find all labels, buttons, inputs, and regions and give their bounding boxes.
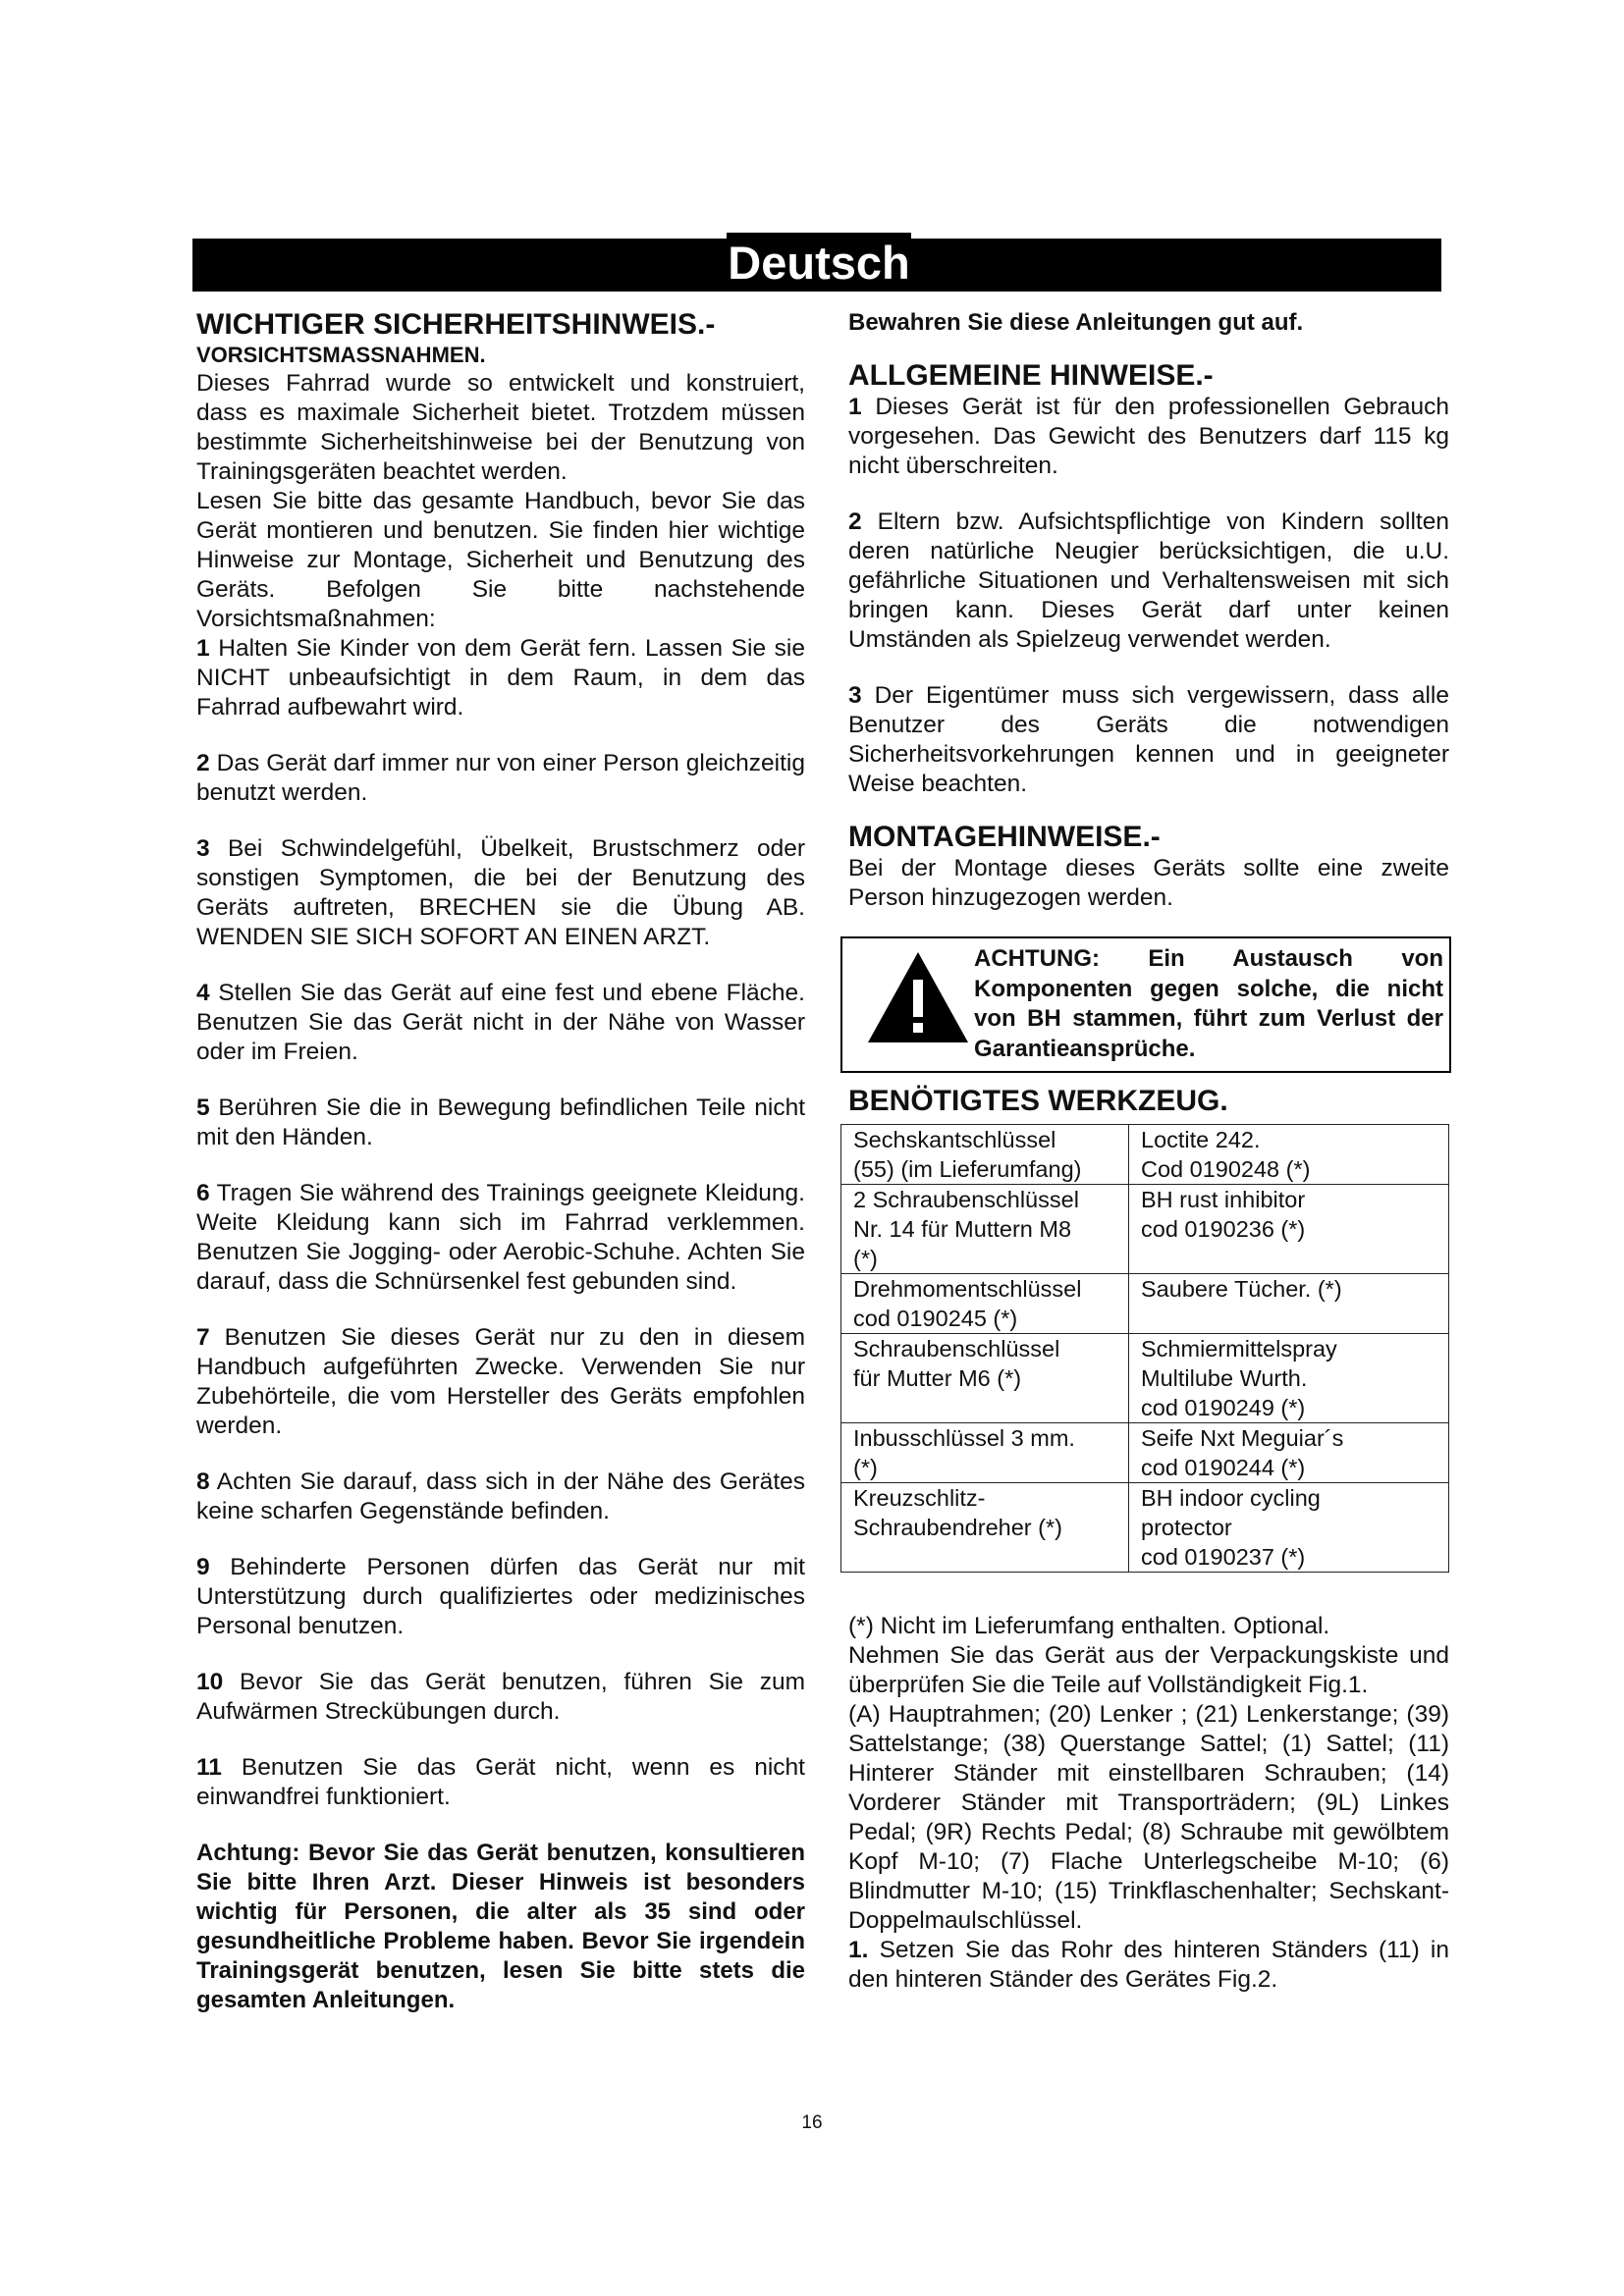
page-number: 16: [801, 2112, 823, 2133]
general-heading: ALLGEMEINE HINWEISE.-: [848, 359, 1214, 392]
safety-item: 8 Achten Sie darauf, dass sich in der Nähe des Gerätes keine scharfen Gegenstände befinden.: [196, 1468, 805, 1524]
table-row: [841, 1125, 1449, 1185]
safety-heading: WICHTIGER SICHERHEITSHINWEIS.-: [196, 308, 716, 341]
tools-heading: BENÖTIGTES WERKZEUG.: [848, 1085, 1228, 1117]
doctor-warning: Achtung: Bevor Sie das Gerät benutzen, konsultieren Sie bitte Ihren Arzt. Dieser Hinweis ist besonders wichtig für Personen, die alter als 35 sind oder gesundheitliche Probleme haben. Bevor Sie irgendein Trainingsgerät benutzen, lesen Sie bitte stets die gesamten Anleitungen.: [196, 1840, 805, 2013]
tool-cell: Schmiermittelspray Multilube Wurth. cod 0190249 (*): [1129, 1334, 1449, 1423]
tool-cell: Sechskantschlüssel (55) (im Lieferumfang): [841, 1125, 1129, 1185]
table-row: [841, 1185, 1449, 1274]
safety-item: 4 Stellen Sie das Gerät auf eine fest und ebene Fläche. Benutzen Sie das Gerät nicht in der Nähe von Wasser oder im Freien.: [196, 980, 805, 1065]
tool-cell: BH rust inhibitor cod 0190236 (*): [1129, 1185, 1449, 1274]
safety-item: 11 Benutzen Sie das Gerät nicht, wenn es nicht einwandfrei funktioniert.: [196, 1754, 805, 1810]
warning-triangle-icon: [864, 948, 972, 1046]
table-row: [841, 1423, 1449, 1483]
assembly-text: Bei der Montage dieses Geräts sollte eine zweite Person hinzugezogen werden.: [848, 855, 1449, 911]
right-column: [848, 308, 1449, 1995]
safety-item: 7 Benutzen Sie dieses Gerät nur zu den in diesem Handbuch aufgeführten Zwecke. Verwenden Sie nur Zubehörteile, die vom Hersteller des Geräts empfohlen werden.: [196, 1324, 805, 1439]
step-1: 1. Setzen Sie das Rohr des hinteren Ständers (11) in den hinteren Ständer des Gerätes Fig.2.: [848, 1937, 1449, 1993]
table-row: [841, 1483, 1449, 1573]
table-row: [841, 1334, 1449, 1423]
caution-text: ACHTUNG: Ein Austausch von Komponenten gegen solche, die nicht von BH stammen, führt zum Verlust der Garantieansprüche.: [974, 945, 1443, 1062]
safety-item: 1 Halten Sie Kinder von dem Gerät fern. Lassen Sie sie NICHT unbeaufsichtigt in dem Raum, in dem das Fahrrad aufbewahrt wird.: [196, 635, 805, 721]
safety-item: 10 Bevor Sie das Gerät benutzen, führen Sie zum Aufwärmen Streckübungen durch.: [196, 1669, 805, 1725]
general-item: 1 Dieses Gerät ist für den professionellen Gebrauch vorgesehen. Das Gewicht des Benutzers darf 115 kg nicht überschreiten.: [848, 394, 1449, 479]
tool-cell: Saubere Tücher. (*): [1129, 1274, 1449, 1334]
assembly-heading: MONTAGEHINWEISE.-: [848, 821, 1161, 853]
parts-list: (A) Hauptrahmen; (20) Lenker ; (21) Lenkerstange; (39) Sattelstange; (38) Querstange Sattel; (1) Sattel; (11) Hinterer Ständer mit einstellbaren Schrauben; (14) Vorderer Ständer mit Transporträdern; (9L) Linkes Pedal; (9R) Rechts Pedal; (8) Schraube mit gewölbtem Kopf M-10; (7) Flache Unterlegscheibe M-10; (6) Blindmutter M-10; (15) Trinkflaschenhalter; Sechskant-Doppelmaulschlüssel.: [848, 1701, 1449, 1934]
tool-cell: Seife Nxt Meguiar´s cod 0190244 (*): [1129, 1423, 1449, 1483]
keep-instructions-note: Bewahren Sie diese Anleitungen gut auf.: [848, 309, 1304, 336]
left-column: [196, 308, 805, 2015]
table-row: [841, 1274, 1449, 1334]
tool-cell: Loctite 242. Cod 0190248 (*): [1129, 1125, 1449, 1185]
safety-item: 2 Das Gerät darf immer nur von einer Person gleichzeitig benutzt werden.: [196, 750, 805, 806]
precautions-subheading: VORSICHTSMASSNAHMEN.: [196, 343, 486, 367]
intro-paragraph: Dieses Fahrrad wurde so entwickelt und konstruiert, dass es maximale Sicherheit bietet. Trotzdem müssen bestimmte Sicherheitshinweise bei der Benutzung von Trainingsgeräten beachtet werden.: [196, 370, 805, 485]
tool-cell: Inbusschlüssel 3 mm. (*): [841, 1423, 1129, 1483]
intro-paragraph-2: Lesen Sie bitte das gesamte Handbuch, bevor Sie das Gerät montieren und benutzen. Sie finden hier wichtige Hinweise zur Montage, Sicherheit und Benutzung des Geräts. Befolgen Sie bitte nachstehende Vorsichtsmaßnahmen:: [196, 488, 805, 632]
optional-note: (*) Nicht im Lieferumfang enthalten. Optional.: [848, 1613, 1330, 1639]
safety-item: 6 Tragen Sie während des Trainings geeignete Kleidung. Weite Kleidung kann sich im Fahrrad verklemmen. Benutzen Sie Jogging- oder Aerobic-Schuhe. Achten Sie darauf, dass die Schnürsenkel fest gebunden sind.: [196, 1180, 805, 1295]
safety-item: 5 Berühren Sie die in Bewegung befindlichen Teile nicht mit den Händen.: [196, 1095, 805, 1150]
tools-table: [840, 1124, 1449, 1573]
unpack-text: Nehmen Sie das Gerät aus der Verpackungskiste und überprüfen Sie die Teile auf Vollständigkeit Fig.1.: [848, 1642, 1449, 1698]
general-item: 2 Eltern bzw. Aufsichtspflichtige von Kindern sollten deren natürliche Neugier berücksichtigen, die u.U. gefährliche Situationen und Verhaltensweisen mit sich bringen kann. Dieses Gerät darf unter keinen Umständen als Spielzeug verwendet werden.: [848, 508, 1449, 653]
tool-cell: Kreuzschlitz- Schraubendreher (*): [841, 1483, 1129, 1573]
general-item: 3 Der Eigentümer muss sich vergewissern, dass alle Benutzer des Geräts die notwendigen Sicherheitsvorkehrungen kennen und in geeigneter Weise beachten.: [848, 682, 1449, 797]
language-tab: Deutsch: [727, 233, 911, 292]
tool-cell: Drehmomentschlüssel cod 0190245 (*): [841, 1274, 1129, 1334]
tool-cell: BH indoor cycling protector cod 0190237 (*): [1129, 1483, 1449, 1573]
safety-item: 9 Behinderte Personen dürfen das Gerät nur mit Unterstützung durch qualifiziertes oder medizinisches Personal benutzen.: [196, 1554, 805, 1639]
safety-item: 3 Bei Schwindelgefühl, Übelkeit, Brustschmerz oder sonstigen Symptomen, die bei der Benutzung des Geräts auftreten, BRECHEN sie die Übung AB. WENDEN SIE SICH SOFORT AN EINEN ARZT.: [196, 835, 805, 950]
tool-cell: Schraubenschlüssel für Mutter M6 (*): [841, 1334, 1129, 1423]
caution-box: [840, 936, 1451, 1073]
tool-cell: 2 Schraubenschlüssel Nr. 14 für Muttern M8 (*): [841, 1185, 1129, 1274]
